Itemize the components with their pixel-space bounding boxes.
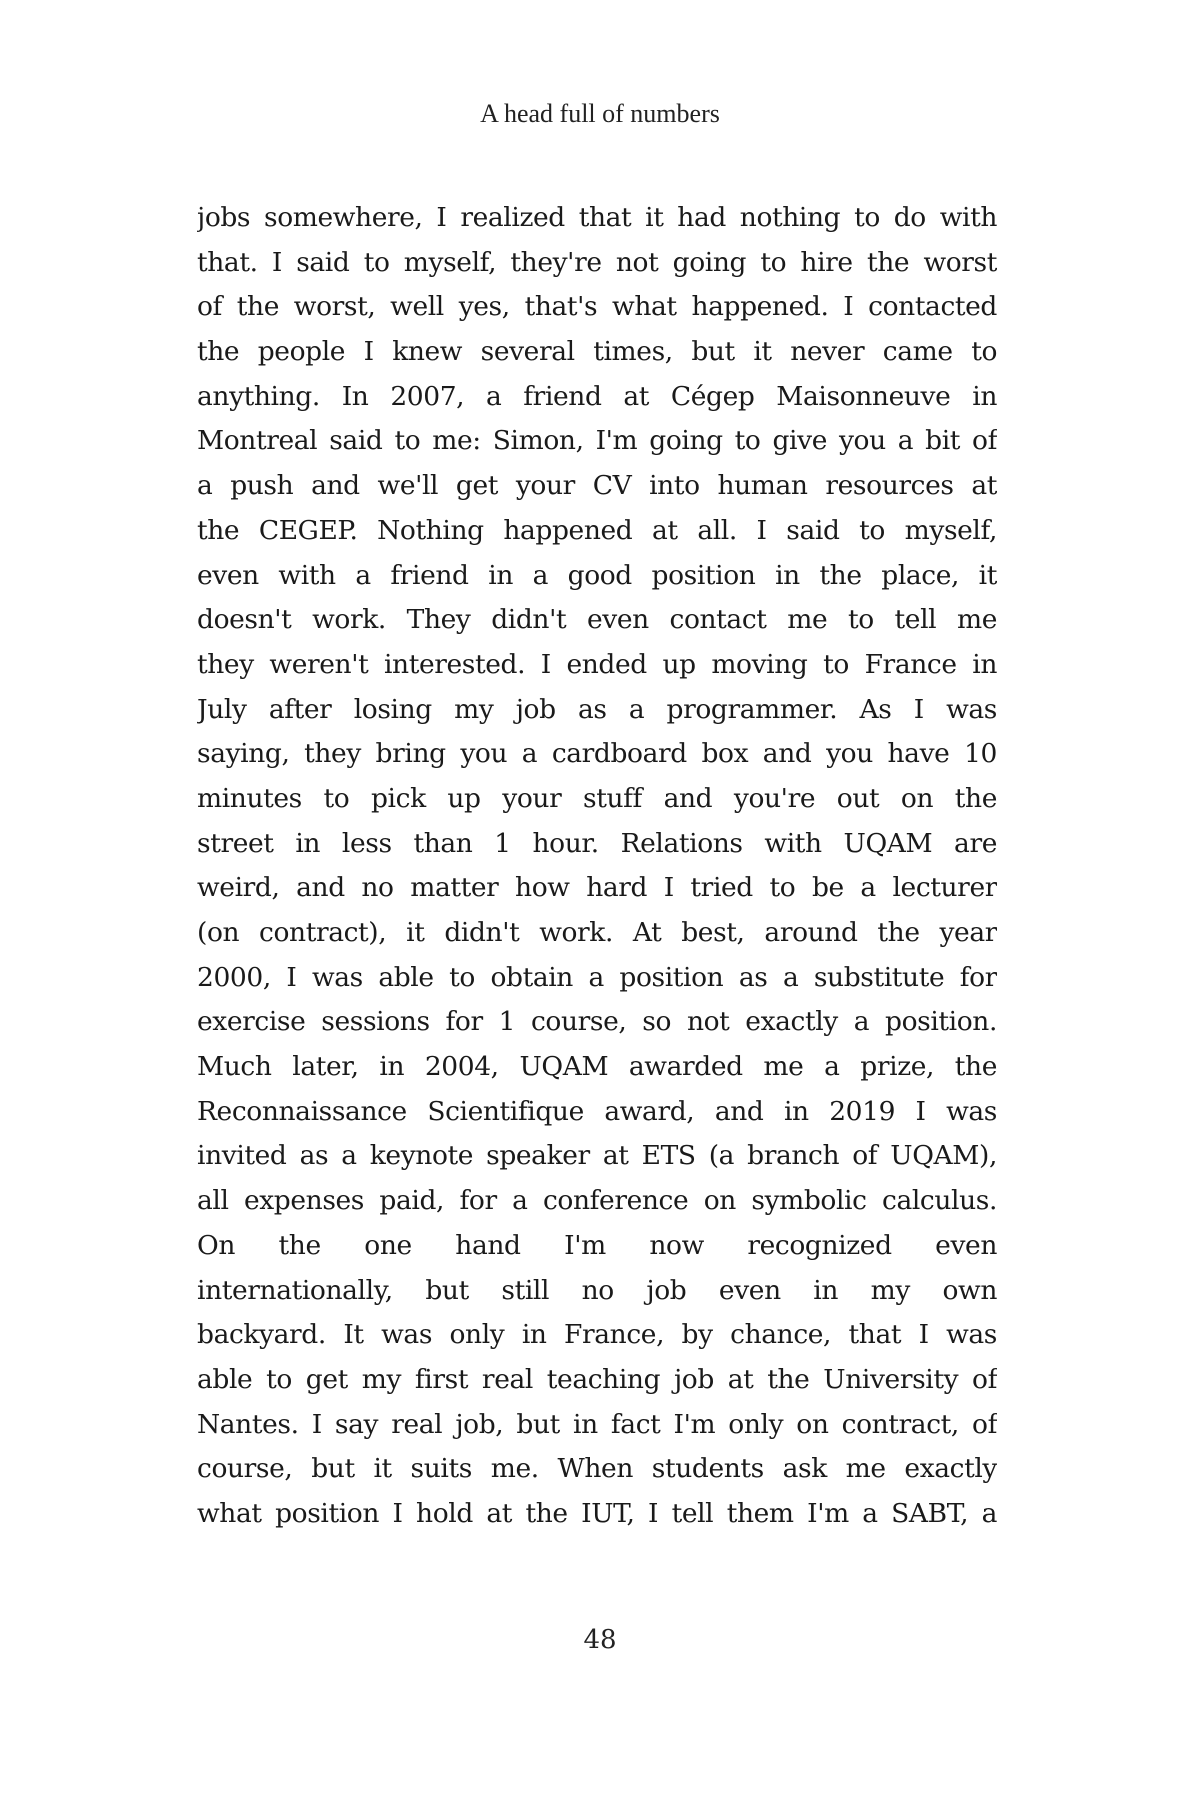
running-header: A head full of numbers <box>480 99 720 128</box>
text-line: backyard. It was only in France, by chance, that I was <box>197 1319 997 1351</box>
text-line: internationally, but still no job even in my own <box>197 1274 997 1306</box>
text-line: minutes to pick up your stuff and you're out on the <box>197 782 997 814</box>
text-line: able to get my first real teaching job at the University of <box>197 1363 997 1395</box>
text-line: Nantes. I say real job, but in fact I'm only on contract, of <box>197 1408 997 1440</box>
text-line: invited as a keynote speaker at ETS (a branch of UQAM), <box>197 1140 997 1172</box>
body-text <box>197 196 997 1537</box>
text-line: On the one hand I'm now recognized even <box>197 1229 997 1261</box>
text-line: saying, they bring you a cardboard box and you have 10 <box>197 738 997 770</box>
text-line: the people I knew several times, but it never came to <box>197 336 997 368</box>
text-line: a push and we'll get your CV into human resources at <box>197 470 997 502</box>
text-line: all expenses paid, for a conference on symbolic calculus. <box>197 1185 997 1217</box>
text-line: what position I hold at the IUT, I tell them I'm a SABT, a <box>197 1497 997 1529</box>
text-line: the CEGEP. Nothing happened at all. I said to myself, <box>197 514 997 546</box>
text-line: weird, and no matter how hard I tried to be a lecturer <box>197 872 997 904</box>
text-line: 2000, I was able to obtain a position as a substitute for <box>197 961 997 993</box>
text-line: that. I said to myself, they're not going to hire the worst <box>197 246 997 278</box>
text-line: (on contract), it didn't work. At best, around the year <box>197 917 997 948</box>
text-line: street in less than 1 hour. Relations with UQAM are <box>197 827 997 859</box>
text-line: of the worst, well yes, that's what happened. I contacted <box>197 291 997 323</box>
text-line: Montreal said to me: Simon, I'm going to give you a bit of <box>197 425 997 457</box>
text-line: anything. In 2007, a friend at Cégep Maisonneuve in <box>197 380 997 412</box>
text-line: doesn't work. They didn't even contact me to tell me <box>197 604 997 636</box>
text-line: exercise sessions for 1 course, so not exactly a position. <box>197 1006 997 1038</box>
text-line: Much later, in 2004, UQAM awarded me a prize, the <box>197 1051 997 1083</box>
text-line: course, but it suits me. When students ask me exactly <box>197 1453 997 1485</box>
page-number: 48 <box>583 1625 617 1655</box>
text-line: Reconnaissance Scientifique award, and in 2019 I was <box>197 1095 997 1127</box>
text-line: July after losing my job as a programmer. As I was <box>197 693 997 725</box>
text-line: jobs somewhere, I realized that it had nothing to do with <box>197 202 997 233</box>
text-line: they weren't interested. I ended up moving to France in <box>197 648 997 680</box>
text-line: even with a friend in a good position in the place, it <box>197 559 997 591</box>
